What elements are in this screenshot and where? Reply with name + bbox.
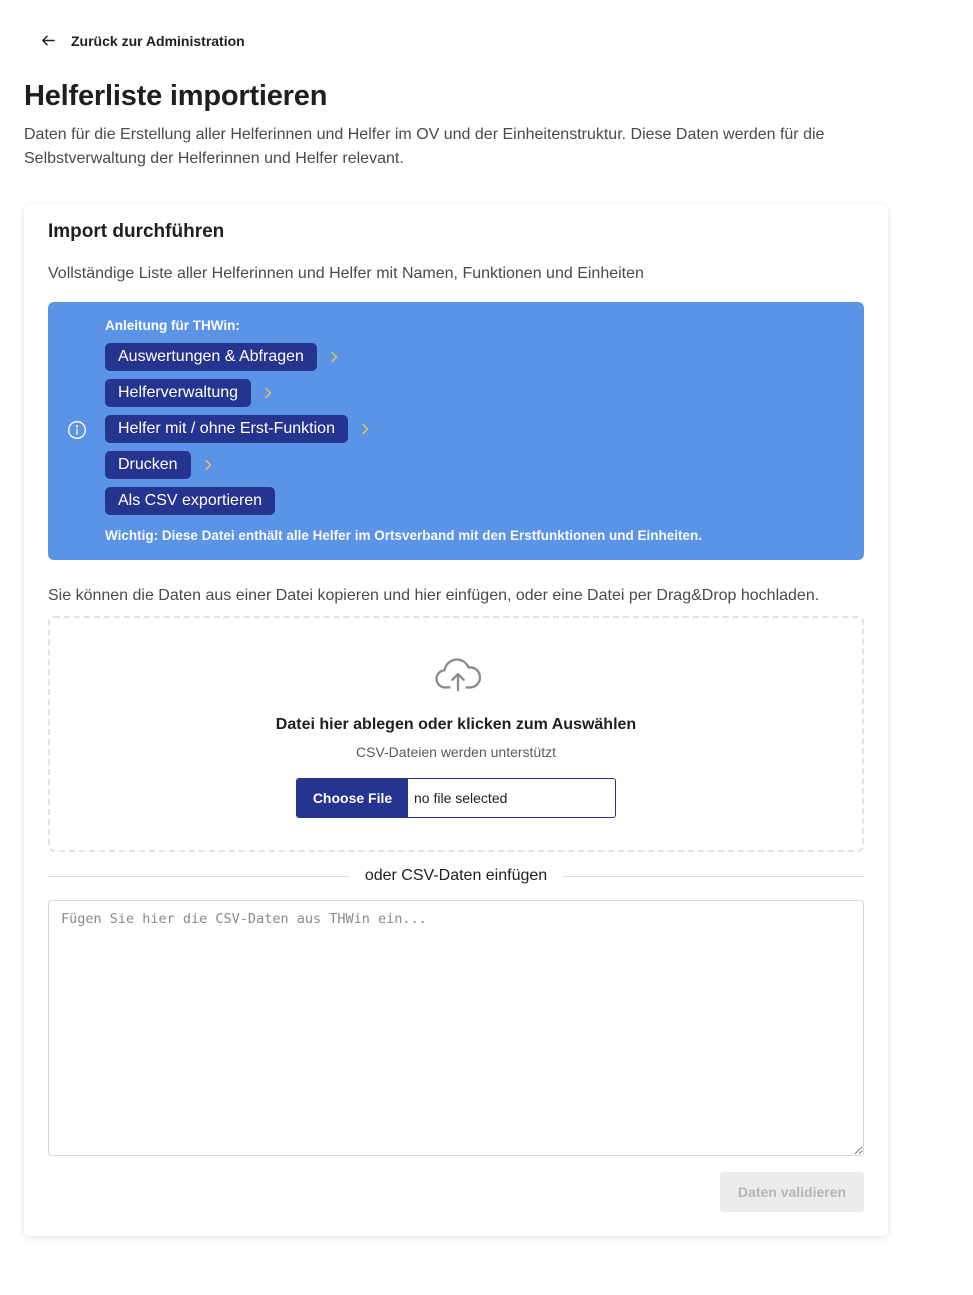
import-card	[24, 204, 888, 1236]
instruction-step	[105, 487, 370, 515]
info-circle-icon	[67, 420, 87, 440]
divider-line-right	[563, 876, 864, 877]
chevron-right-icon	[329, 351, 339, 363]
step-pill-auswertungen: Auswertungen & Abfragen	[105, 343, 317, 371]
instructions-heading: Anleitung für THWin:	[105, 318, 240, 333]
page-description: Daten für die Erstellung aller Helferinnen und Helfer im OV und der Einheitenstruktur. Diese Daten werden für die Selbstverwaltung der Helferinnen und Helfer relevant.	[24, 126, 825, 167]
thwin-instructions-box	[48, 302, 864, 560]
back-to-administration-link[interactable]	[40, 32, 245, 49]
step-pill-csv-export: Als CSV exportieren	[105, 487, 275, 515]
instruction-step	[105, 451, 370, 479]
instructions-note: Wichtig: Diese Datei enthält alle Helfer im Ortsverband mit den Erstfunktionen und Einheiten.	[105, 528, 702, 543]
validate-data-button[interactable]: Daten validieren	[720, 1172, 864, 1212]
chevron-right-icon	[263, 387, 273, 399]
page-title: Helferliste importieren	[24, 80, 328, 112]
dropzone-title: Datei hier ablegen oder klicken zum Auswählen	[275, 716, 637, 733]
divider-label: oder CSV-Daten einfügen	[364, 867, 548, 884]
divider-line-left	[48, 876, 349, 877]
card-title: Import durchführen	[48, 221, 225, 242]
card-subtitle: Vollständige Liste aller Helferinnen und Helfer mit Namen, Funktionen und Einheiten	[48, 265, 644, 282]
instruction-step	[105, 415, 370, 443]
instruction-step	[105, 343, 370, 371]
choose-file-button[interactable]: Choose File	[297, 779, 408, 817]
file-status-text: no file selected	[414, 790, 508, 806]
csv-data-textarea[interactable]	[48, 900, 864, 1156]
instruction-step	[105, 379, 370, 407]
file-dropzone[interactable]	[48, 616, 864, 852]
step-pill-helfer-funktion: Helfer mit / ohne Erst-Funktion	[105, 415, 348, 443]
step-pill-drucken: Drucken	[105, 451, 191, 479]
file-input[interactable]	[296, 778, 616, 818]
or-divider	[48, 866, 864, 886]
chevron-right-icon	[360, 423, 370, 435]
paste-hint: Sie können die Daten aus einer Datei kopieren und hier einfügen, oder eine Datei per Drag&Drop hochladen.	[48, 587, 820, 604]
arrow-left-icon	[40, 32, 57, 49]
instructions-steps	[105, 343, 370, 523]
back-link-label: Zurück zur Administration	[71, 32, 245, 49]
step-pill-helferverwaltung: Helferverwaltung	[105, 379, 251, 407]
cloud-upload-icon	[435, 656, 481, 696]
dropzone-subtitle: CSV-Dateien werden unterstützt	[356, 744, 556, 760]
chevron-right-icon	[203, 459, 213, 471]
